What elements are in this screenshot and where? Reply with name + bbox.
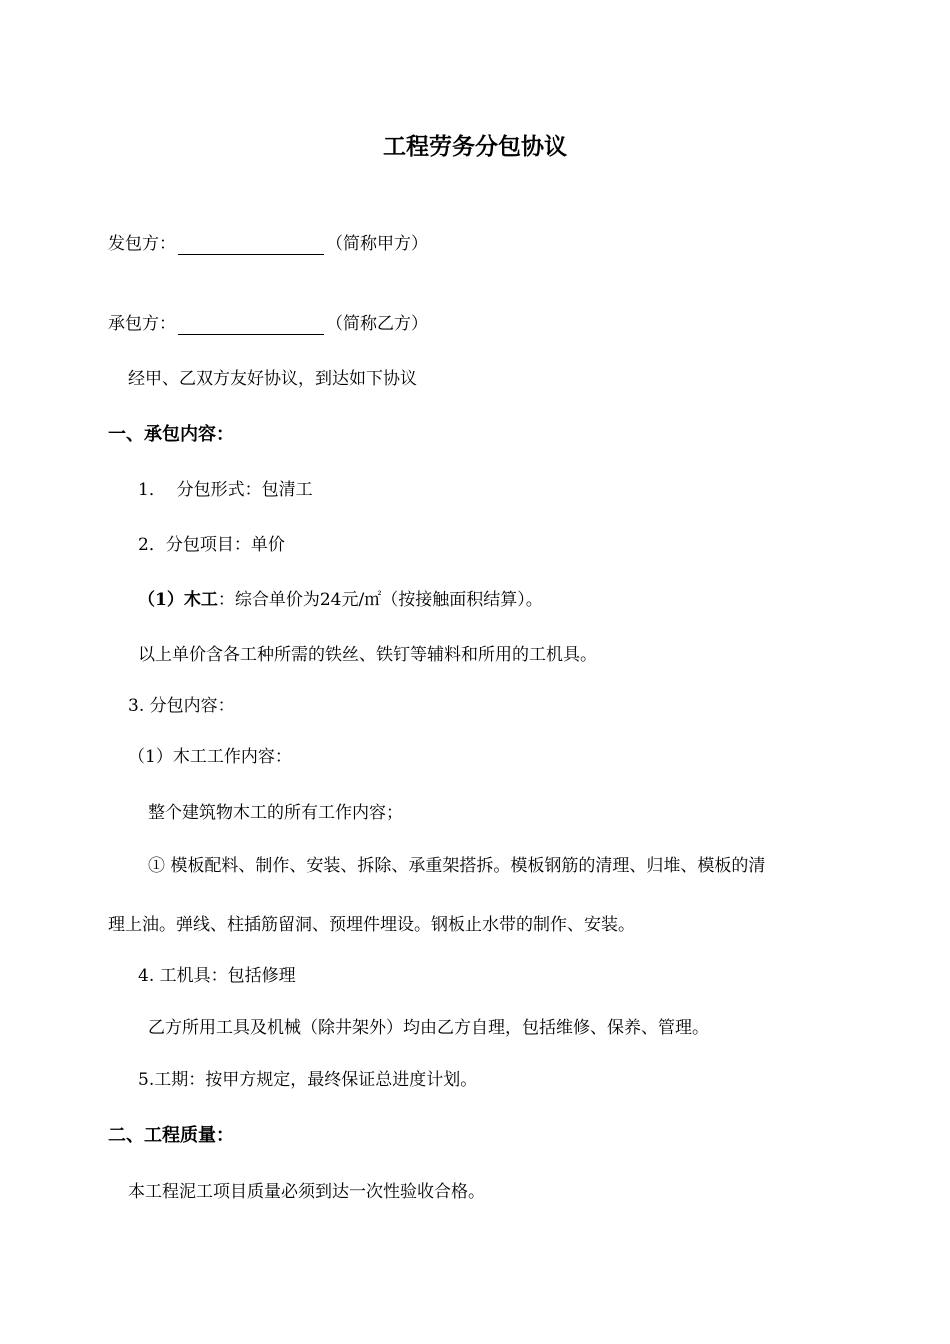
intro-paragraph: 经甲、乙双方友好协议，到达如下协议 (128, 369, 417, 389)
item4-tools: 4. 工机具：包括修理 (138, 966, 296, 986)
wood-work-desc: 整个建筑物木工的所有工作内容； (148, 803, 403, 823)
party-a-line (108, 233, 428, 255)
section2-heading: 二、工程质量： (108, 1125, 234, 1146)
party-a-blank (178, 236, 324, 255)
tools-desc: 乙方所用工具及机械（除井架外）均由乙方自理，包括维修、保养、管理。 (148, 1018, 709, 1038)
work-detail-line2: 理上油。弹线、柱插筋留洞、预埋件埋设。钢板止水带的制作、安装。 (108, 915, 635, 935)
party-b-suffix: （简称乙方） (326, 314, 428, 334)
section1-heading: 一、承包内容： (108, 424, 234, 445)
price-note: 以上单价含各工种所需的铁丝、铁钉等辅料和所用的工机具。 (138, 645, 597, 665)
party-a-suffix: （简称甲方） (326, 234, 428, 254)
work-detail-line1: ① 模板配料、制作、安装、拆除、承重架搭拆。模板钢筋的清理、归堆、模板的清 (148, 856, 766, 876)
item2-contract-project: 2．分包项目：单价 (138, 535, 285, 555)
party-b-line (108, 313, 428, 335)
party-b-label: 承包方： (108, 314, 176, 334)
wood-price-text: ：综合单价为24元/㎡（按接触面积结算）。 (217, 590, 543, 610)
quality-text: 本工程泥工项目质量必须到达一次性验收合格。 (128, 1182, 485, 1202)
party-a-label: 发包方： (108, 234, 176, 254)
item3-contract-content: 3. 分包内容： (128, 696, 235, 716)
item1-contract-form: 1． 分包形式：包清工 (138, 480, 313, 500)
wood-price-line (138, 589, 543, 611)
party-b-blank (178, 316, 324, 335)
item5-schedule: 5.工期：按甲方规定，最终保证总进度计划。 (138, 1070, 478, 1090)
document-title: 工程劳务分包协议 (383, 133, 567, 160)
wood-price-label: （1）木工 (138, 590, 218, 610)
wood-work-title: （1）木工工作内容： (128, 747, 292, 767)
